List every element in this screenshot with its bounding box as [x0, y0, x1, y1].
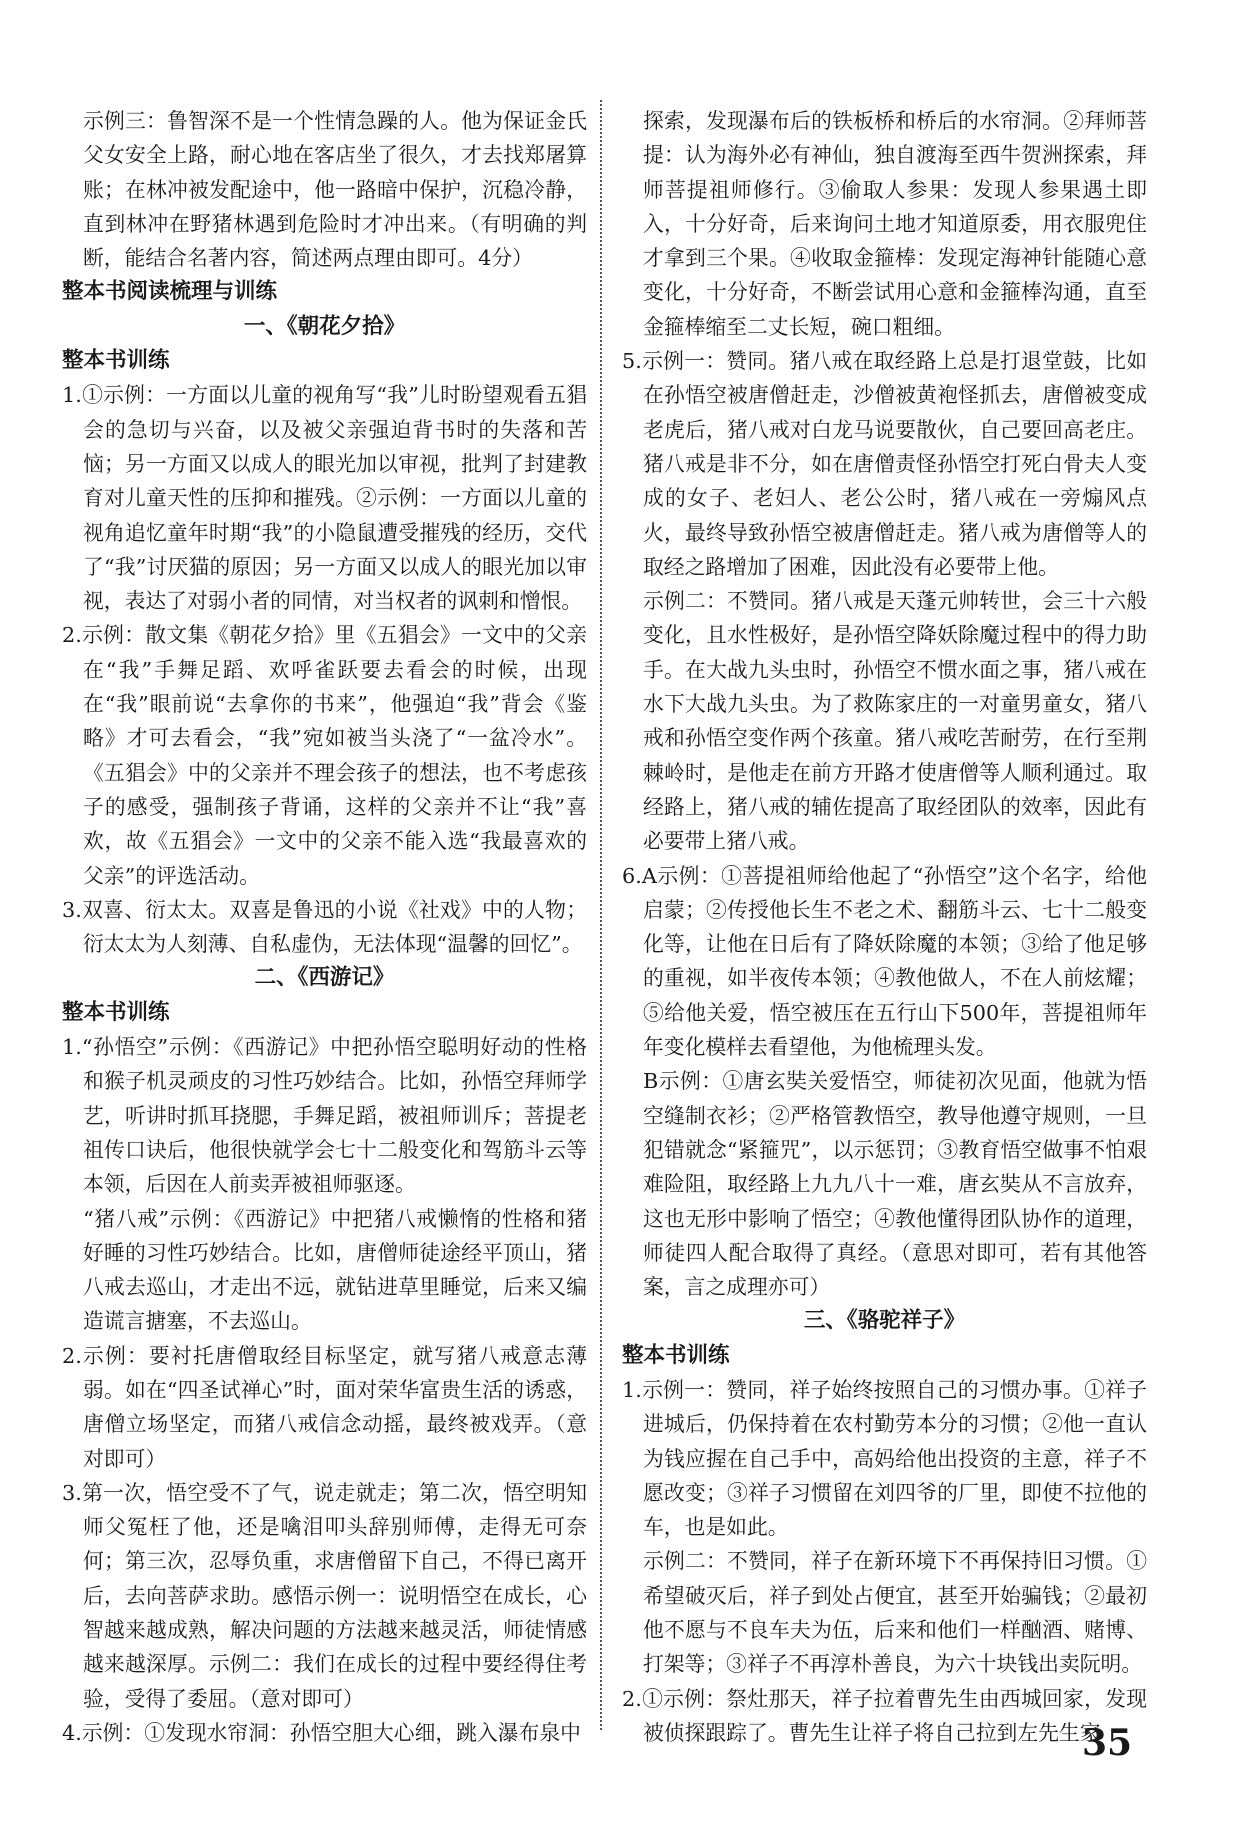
- answer-item: B示例：①唐玄奘关爱悟空，师徒初次见面，他就为悟空缝制衣衫；②严格管教悟空，教导他遵守规则，一旦犯错就念“紧箍咒”，以示惩罚；③教育悟空做事不怕艰难险阻，取经路上九九八十一难，唐玄奘从不言放弃，这也无形中影响了悟空；④教他懂得团队协作的道理，师徒四人配合取得了真经。（意思对即可，若有其他答案，言之成理亦可）: [643, 1069, 1147, 1300]
- example-three: 示例三：鲁智深不是一个性情急躁的人。他为保证金氏父女安全上路，耐心地在客店坐了很久，才去找郑屠算账；在林冲被发配途中，他一路暗中保护，沉稳冷静，直到林冲在野猪林遇到危险时才冲出来。（有明确的判断，能结合名著内容，简述两点理由即可。4分）: [83, 109, 587, 271]
- answer-item: 1.①示例：一方面以儿童的视角写“我”儿时盼望观看五猖会的急切与兴奋，以及被父亲强迫背书时的失落和苦恼；另一方面又以成人的眼光加以审视，批判了封建教育对儿童天性的压抑和摧残。②示例：一方面以儿童的视角追忆童年时期“我”的小隐鼠遭受摧残的经历，交代了“我”讨厌猫的原因；另一方面又以成人的眼光加以审视，表达了对弱小者的同情，对当权者的讽刺和憎恨。: [62, 383, 587, 614]
- training-label: 整本书训练: [622, 1342, 730, 1368]
- answer-item: 1.“孙悟空”示例：《西游记》中把孙悟空聪明好动的性格和猴子机灵顽皮的习性巧妙结合。比如，孙悟空拜师学艺，听讲时抓耳挠腮，手舞足蹈，被祖师训斥；菩提老祖传口诀后，他很快就学会七十二般变化和驾筋斗云等本领，后因在人前卖弄被祖师驱逐。: [62, 1035, 587, 1197]
- answer-item: 5.示例一：赞同。猪八戒在取经路上总是打退堂鼓，比如在孙悟空被唐僧赶走，沙僧被黄袍怪抓去，唐僧被变成老虎后，猪八戒对白龙马说要散伙，自己要回高老庄。猪八戒是非不分，如在唐僧责怪孙悟空打死白骨夫人变成的女子、老妇人、老公公时，猪八戒在一旁煽风点火，最终导致孙悟空被唐僧赶走。猪八戒为唐僧等人的取经之路增加了困难，因此没有必要带上他。: [622, 349, 1147, 579]
- answer-item: 2.示例：散文集《朝花夕拾》里《五猖会》一文中的父亲在“我”手舞足蹈、欢呼雀跃要去看会的时候，出现在“我”眼前说“去拿你的书来”，他强迫“我”背会《鉴略》才可去看会，“我”宛如被当头浇了“一盆冷水”。《五猖会》中的父亲并不理会孩子的想法，也不考虑孩子的感受，强制孩子背诵，这样的父亲并不让“我”喜欢，故《五猖会》一文中的父亲不能入选“我最喜欢的父亲”的评选活动。: [62, 623, 587, 888]
- training-label: 整本书训练: [62, 348, 170, 374]
- answer-item: “猪八戒”示例：《西游记》中把猪八戒懒惰的性格和猪好睡的习性巧妙结合。比如，唐僧师徒途经平顶山，猪八戒去巡山，才走出不远，就钻进草里睡觉，后来又编造谎言搪塞，不去巡山。: [83, 1206, 587, 1334]
- column-divider: [600, 100, 602, 1730]
- section-title-luotuo: 三、《骆驼祥子》: [803, 1308, 966, 1334]
- right-column: [622, 104, 1147, 1750]
- left-column: [62, 104, 587, 1750]
- section-title-xiyouji: 二、《西游记》: [254, 965, 395, 991]
- answer-item: 1.示例一：赞同，祥子始终按照自己的习惯办事。①祥子进城后，仍保持着在农村勤劳本分的习惯；②他一直认为钱应握在自己手中，高妈给他出投资的主意，祥子不愿改变；③祥子习惯留在刘四爷的厂里，即使不拉他的车，也是如此。: [622, 1377, 1147, 1540]
- page-number: 35: [1082, 1722, 1133, 1764]
- section-heading: 整本书阅读梳理与训练: [62, 279, 278, 305]
- answer-item: 示例二：不赞同。猪八戒是天蓬元帅转世，会三十六般变化，且水性极好，是孙悟空降妖除魔过程中的得力助手。在大战九头虫时，孙悟空不惯水面之事，猪八戒在水下大战九头虫。为了救陈家庄的一对童男童女，猪八戒和孙悟空变作两个孩童。猪八戒吃苦耐劳，在行至荆棘岭时，是他走在前方开路才使唐僧等人顺利通过。取经路上，猪八戒的辅佐提高了取经团队的效率，因此有必要带上猪八戒。: [643, 589, 1147, 854]
- answer-item: 探索，发现瀑布后的铁板桥和桥后的水帘洞。②拜师菩提：认为海外必有神仙，独自渡海至西牛贺洲探索，拜师菩提祖师修行。③偷取人参果：发现人参果遇土即入，十分好奇，后来询问土地才知道原委，用衣服兜住才拿到三个果。④收取金箍棒：发现定海神针能随心意变化，十分好奇，不断尝试用心意和金箍棒沟通，直至金箍棒缩至二丈长短，碗口粗细。: [643, 109, 1147, 339]
- answer-item: 3.第一次，悟空受不了气，说走就走；第二次，悟空明知师父冤枉了他，还是噙泪叩头辞别师傅，走得无可奈何；第三次，忍辱负重，求唐僧留下自己，不得已离开后，去向菩萨求助。感悟示例一：说明悟空在成长，心智越来越成熟，解决问题的方法越来越灵活，师徒情感越来越深厚。示例二：我们在成长的过程中要经得住考验，受得了委屈。（意对即可）: [62, 1480, 587, 1711]
- section-title-zhaohua: 一、《朝花夕拾》: [243, 313, 406, 339]
- answer-item: 6.A示例：①菩提祖师给他起了“孙悟空”这个名字，给他启蒙；②传授他长生不老之术、翻筋斗云、七十二般变化等，让他在日后有了降妖除魔的本领；③给了他足够的重视，如半夜传本领；④教他做人，不在人前炫耀；⑤给他关爱，悟空被压在五行山下500年，菩提祖师年年变化模样去看望他，为他梳理头发。: [622, 863, 1147, 1060]
- answer-item: 3.双喜、衍太太。双喜是鲁迅的小说《社戏》中的人物；衍太太为人刻薄、自私虚伪，无法体现“温馨的回忆”。: [62, 897, 587, 957]
- answer-item: 4.示例：①发现水帘洞：孙悟空胆大心细，跳入瀑布泉中: [62, 1720, 581, 1745]
- answer-item: 2.①示例：祭灶那天，祥子拉着曹先生由西城回家，发现被侦探跟踪了。曹先生让祥子将自己拉到左先生家: [622, 1686, 1147, 1745]
- answer-item: 2.示例：要衬托唐僧取经目标坚定，就写猪八戒意志薄弱。如在“四圣试禅心”时，面对荣华富贵生活的诱惑，唐僧立场坚定，而猪八戒信念动摇，最终被戏弄。（意对即可）: [62, 1343, 587, 1471]
- training-label: 整本书训练: [62, 999, 170, 1025]
- answer-item: 示例二：不赞同，祥子在新环境下不再保持旧习惯。①希望破灭后，祥子到处占便宜，甚至开始骗钱；②最初他不愿与不良车夫为伍，后来和他们一样酗酒、赌博、打架等；③祥子不再淳朴善良，为六十块钱出卖阮明。: [643, 1549, 1147, 1677]
